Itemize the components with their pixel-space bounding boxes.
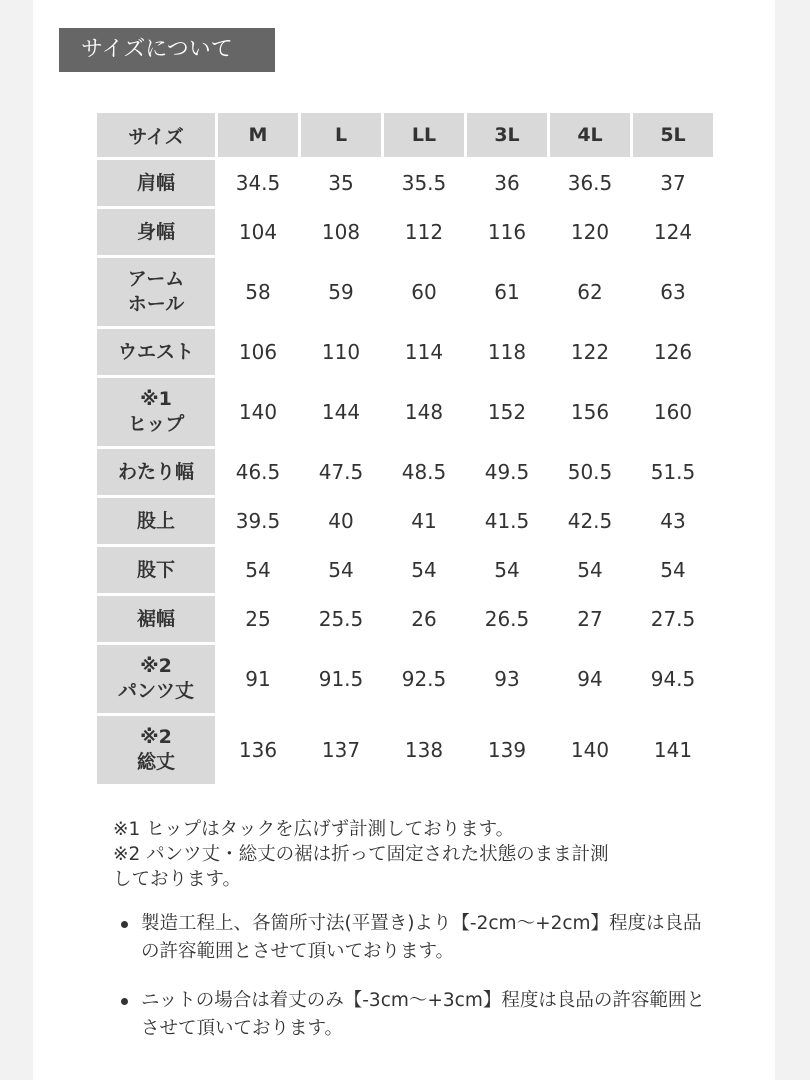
table-cell: 140 [218,378,298,446]
table-cell: 25.5 [301,596,381,642]
table-cell: 144 [301,378,381,446]
table-row [97,547,713,593]
table-cell: 54 [467,547,547,593]
table-cell: 141 [633,716,713,784]
table-row [97,498,713,544]
table-cell: 91 [218,645,298,713]
table-cell: 120 [550,209,630,255]
row-label: 股上 [97,498,215,544]
table-row [97,716,713,784]
table-cell: 54 [384,547,464,593]
table-cell: 136 [218,716,298,784]
table-cell: 36 [467,160,547,206]
note-length: ※2 パンツ丈・総丈の裾は折って固定された状態のまま計測 しております。 [113,844,609,890]
table-cell: 92.5 [384,645,464,713]
row-label: わたり幅 [97,449,215,495]
table-cell: 118 [467,329,547,375]
table-cell: 54 [301,547,381,593]
size-table [94,110,716,787]
bullet-icon [121,921,128,928]
table-cell: 51.5 [633,449,713,495]
table-cell: 93 [467,645,547,713]
row-label: ウエスト [97,329,215,375]
table-cell: 124 [633,209,713,255]
table-cell: 42.5 [550,498,630,544]
table-cell: 61 [467,258,547,326]
table-cell: 47.5 [301,449,381,495]
row-label: ※1 ヒップ [97,378,215,446]
table-cell: 39.5 [218,498,298,544]
tolerance-text: 製造工程上、各箇所寸法(平置き)より【-2cm～+2cm】程度は良品の許容範囲とさせて頂いております。 [141,913,702,962]
measurement-notes [113,817,733,892]
row-label: ※2 総丈 [97,716,215,784]
table-cell: 112 [384,209,464,255]
table-cell: 94 [550,645,630,713]
table-cell: 25 [218,596,298,642]
table-cell: 122 [550,329,630,375]
tolerance-list [113,910,713,1064]
table-row [97,596,713,642]
table-cell: 116 [467,209,547,255]
row-label: ※2 パンツ丈 [97,645,215,713]
table-row [97,258,713,326]
table-cell: 60 [384,258,464,326]
size-col-l: L [301,113,381,157]
table-cell: 126 [633,329,713,375]
row-label: 身幅 [97,209,215,255]
table-cell: 91.5 [301,645,381,713]
table-cell: 54 [633,547,713,593]
table-row [97,160,713,206]
table-cell: 108 [301,209,381,255]
table-row [97,329,713,375]
row-label: 股下 [97,547,215,593]
table-cell: 35 [301,160,381,206]
table-cell: 41.5 [467,498,547,544]
table-cell: 156 [550,378,630,446]
row-label: 肩幅 [97,160,215,206]
list-item [113,910,713,966]
list-item [113,987,713,1043]
table-cell: 49.5 [467,449,547,495]
table-cell: 43 [633,498,713,544]
size-col-ll: LL [384,113,464,157]
table-cell: 62 [550,258,630,326]
table-cell: 34.5 [218,160,298,206]
table-cell: 54 [550,547,630,593]
size-corner-label: サイズ [97,113,215,157]
note-hip: ※1 ヒップはタックを広げず計測しております。 [113,819,515,840]
table-cell: 35.5 [384,160,464,206]
table-cell: 40 [301,498,381,544]
table-cell: 48.5 [384,449,464,495]
table-row [97,645,713,713]
table-cell: 139 [467,716,547,784]
table-cell: 152 [467,378,547,446]
table-row [97,449,713,495]
table-cell: 27 [550,596,630,642]
table-cell: 106 [218,329,298,375]
size-table-body [97,160,713,784]
table-cell: 50.5 [550,449,630,495]
table-cell: 114 [384,329,464,375]
row-label: 裾幅 [97,596,215,642]
size-col-5l: 5L [633,113,713,157]
table-cell: 46.5 [218,449,298,495]
table-cell: 138 [384,716,464,784]
table-cell: 37 [633,160,713,206]
row-label: アーム ホール [97,258,215,326]
table-row [97,209,713,255]
table-cell: 140 [550,716,630,784]
table-cell: 26.5 [467,596,547,642]
table-cell: 94.5 [633,645,713,713]
size-col-m: M [218,113,298,157]
table-cell: 148 [384,378,464,446]
section-heading: サイズについて [59,28,275,72]
table-cell: 160 [633,378,713,446]
size-col-4l: 4L [550,113,630,157]
size-col-3l: 3L [467,113,547,157]
table-cell: 104 [218,209,298,255]
table-row [97,378,713,446]
bullet-icon [121,998,128,1005]
table-cell: 110 [301,329,381,375]
table-cell: 63 [633,258,713,326]
table-cell: 59 [301,258,381,326]
size-header-row [97,113,713,157]
table-cell: 58 [218,258,298,326]
table-cell: 36.5 [550,160,630,206]
table-cell: 27.5 [633,596,713,642]
table-cell: 137 [301,716,381,784]
table-cell: 41 [384,498,464,544]
knit-tolerance-text: ニットの場合は着丈のみ【-3cm～+3cm】程度は良品の許容範囲とさせて頂いております。 [141,990,705,1039]
table-cell: 54 [218,547,298,593]
table-cell: 26 [384,596,464,642]
